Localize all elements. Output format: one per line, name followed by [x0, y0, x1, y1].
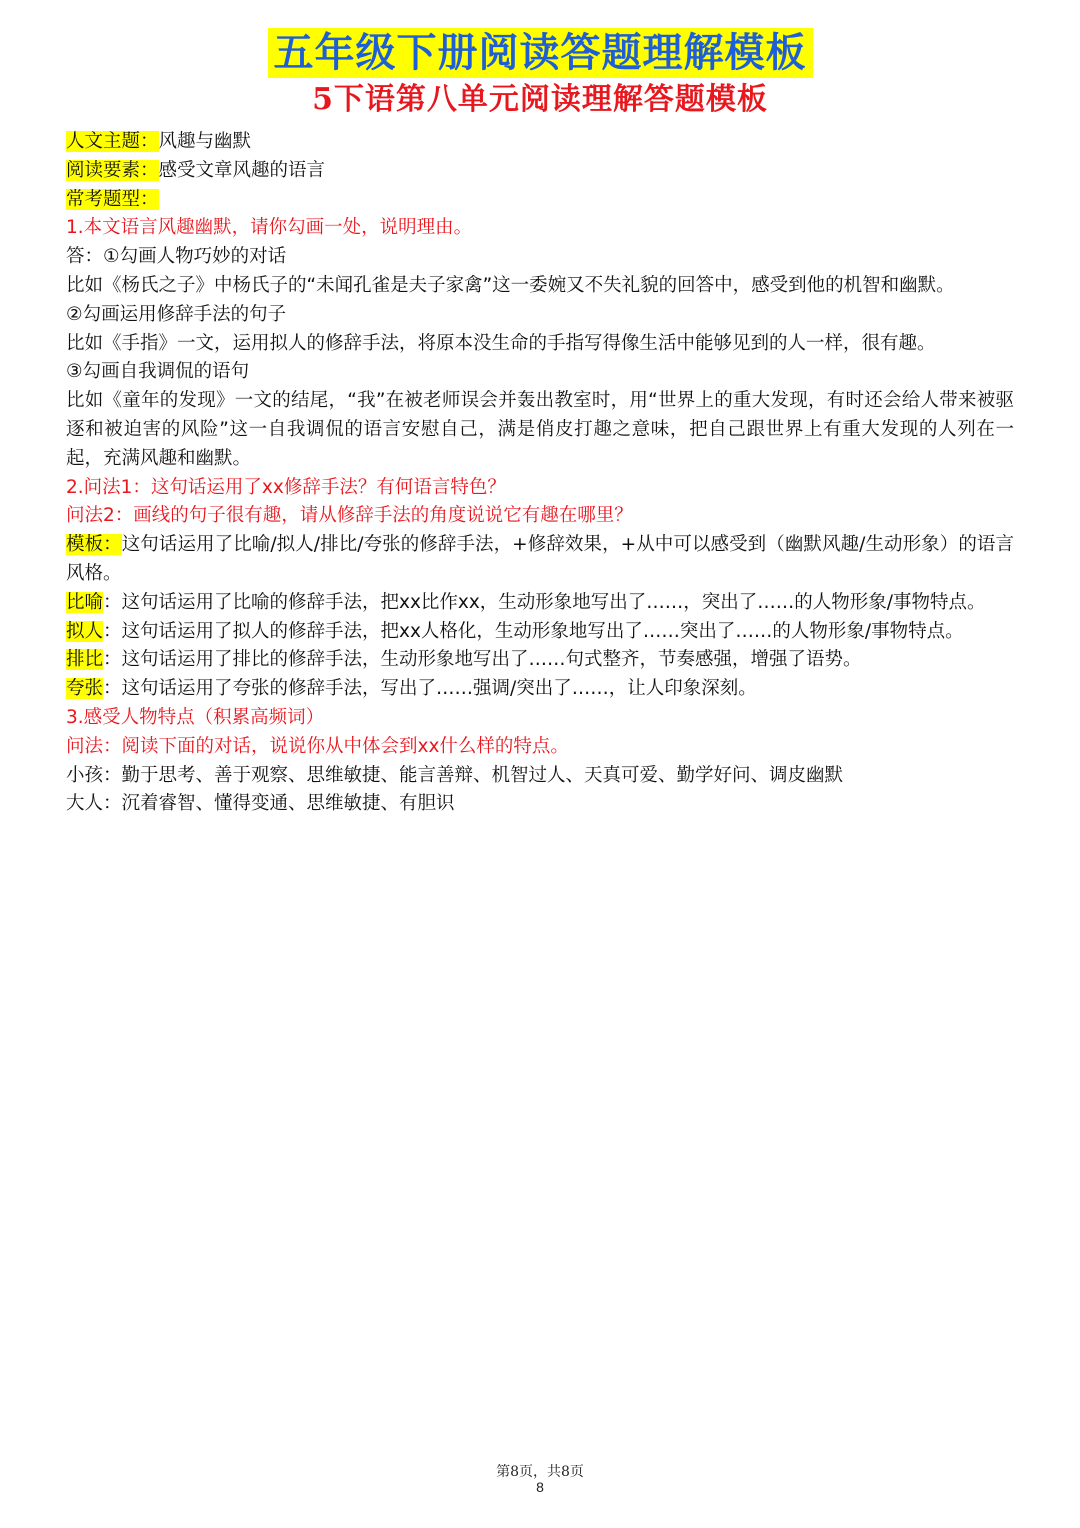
- answer-1-example-2: 比如《手指》一文，运用拟人的修辞手法，将原本没生命的手指写得像生活中能够见到的人一样，很有趣。: [66, 332, 936, 354]
- answer-1-point-3: ③勾画自我调侃的语句: [66, 361, 250, 383]
- types-label: 常考题型：: [66, 188, 159, 210]
- element-value: 感受文章风趣的语言: [158, 159, 326, 181]
- page-subtitle: 5下语第八单元阅读理解答题模板: [312, 82, 768, 117]
- parallel-line: [66, 646, 1014, 675]
- personify-text: ：这句话运用了拟人的修辞手法，把xx人格化，生动形象地写出了……突出了……的人物形象/事物特点。: [103, 620, 964, 642]
- element-label: 阅读要素：: [66, 159, 159, 181]
- page-footer-text: 第8页，共8页: [496, 1464, 584, 1480]
- element-line: [66, 157, 1014, 186]
- theme-line: [66, 128, 1014, 157]
- theme-label: 人文主题：: [66, 131, 159, 152]
- hyperbole-text: ：这句话运用了夸张的修辞手法，写出了……强调/突出了……，让人印象深刻。: [103, 678, 757, 700]
- hyperbole-label: 夸张: [66, 678, 104, 700]
- page-title: 五年级下册阅读答题理解模板: [268, 28, 813, 78]
- theme-value: 风趣与幽默: [158, 131, 252, 152]
- question-2-form-1: 2.问法1：这句话运用了xx修辞手法？有何语言特色？: [66, 476, 506, 498]
- document-body: [66, 128, 1014, 819]
- question-3-ask: 问法：阅读下面的对话，说说你从中体会到xx什么样的特点。: [66, 735, 569, 757]
- template-line: [66, 531, 1014, 589]
- answer-1-point-2: ②勾画运用修辞手法的句子: [66, 303, 287, 325]
- page-number: 8: [536, 1479, 544, 1495]
- personify-label: 拟人: [66, 620, 104, 642]
- metaphor-label: 比喻: [66, 591, 104, 613]
- template-label: 模板：: [66, 534, 122, 556]
- template-text: 这句话运用了比喻/拟人/排比/夸张的修辞手法，+修辞效果，+从中可以感受到（幽默风趣/生动形象）的语言风格。: [66, 534, 1014, 584]
- metaphor-line: [66, 589, 1014, 618]
- answer-1-intro: 答：①勾画人物巧妙的对话: [66, 246, 287, 268]
- child-traits-line: 小孩：勤于思考、善于观察、思维敏捷、能言善辩、机智过人、天真可爱、勤学好问、调皮幽默: [66, 764, 844, 786]
- question-2-form-2: 问法2：画线的句子很有趣，请从修辞手法的角度说说它有趣在哪里？: [66, 505, 633, 527]
- question-1: 1.本文语言风趣幽默，请你勾画一处，说明理由。: [66, 217, 473, 239]
- types-line: [66, 186, 1014, 215]
- answer-1-example-3: 比如《童年的发现》一文的结尾，“我”在被老师误会并轰出教室时，用“世界上的重大发现，有时还会给人带来被驱逐和被迫害的风险”这一自我调侃的语言安慰自己，满是俏皮打趣之意味，把自己跟世界上有重大发现的人列在一起，充满风趣和幽默。: [66, 390, 1014, 469]
- answer-1-example-1: 比如《杨氏之子》中杨氏子的“未闻孔雀是夫子家禽”这一委婉又不失礼貌的回答中，感受到他的机智和幽默。: [66, 274, 955, 296]
- parallel-label: 排比: [66, 649, 104, 671]
- hyperbole-line: [66, 675, 1014, 704]
- title-block: [0, 28, 1080, 78]
- parallel-text: ：这句话运用了排比的修辞手法，生动形象地写出了……句式整齐，节奏感强，增强了语势。: [103, 649, 862, 671]
- metaphor-text: ：这句话运用了比喻的修辞手法，把xx比作xx，生动形象地写出了……，突出了……的人物形象/事物特点。: [103, 591, 986, 613]
- personify-line: [66, 618, 1014, 647]
- adult-traits-line: 大人：沉着睿智、懂得变通、思维敏捷、有胆识: [66, 793, 455, 815]
- question-3: 3.感受人物特点（积累高频词）: [66, 706, 325, 728]
